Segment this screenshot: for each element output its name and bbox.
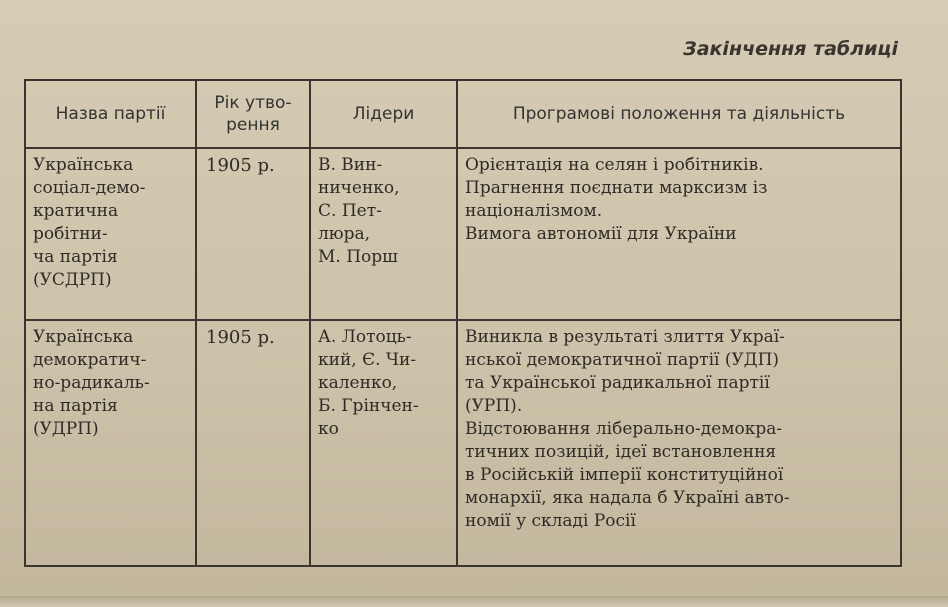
header-leaders: Лідери bbox=[310, 80, 457, 148]
leaders-cell: А. Лотоць- кий, Є. Чи- каленко, Б. Грінчен- ко bbox=[310, 320, 457, 566]
header-party-name: Назва партії bbox=[25, 80, 196, 148]
table-header-row bbox=[25, 80, 901, 148]
program-cell: Виникла в результаті злиття Украї- нської демократичної партії (УДП) та Української радикальної партії (УРП). Відстоювання ліберально-демокра- тичних позицій, ідеї встановлення в Російській імперії конституційної монархії, яка надала б Україні авто- номії у складі Росії bbox=[457, 320, 901, 566]
header-program: Програмові положення та діяльність bbox=[457, 80, 901, 148]
year-cell: 1905 р. bbox=[196, 320, 310, 566]
table-row bbox=[25, 148, 901, 320]
page-fold-shadow bbox=[0, 596, 948, 607]
leaders-cell: В. Вин- ниченко, С. Пет- люра, М. Порш bbox=[310, 148, 457, 320]
header-founding-year: Рік утво- рення bbox=[196, 80, 310, 148]
table-row bbox=[25, 320, 901, 566]
parties-table bbox=[24, 79, 902, 567]
program-cell: Орієнтація на селян і робітників. Прагнення поєднати марксизм із націоналізмом. Вимога автономії для України bbox=[457, 148, 901, 320]
table-continuation-caption: Закінчення таблиці bbox=[683, 38, 898, 60]
party-name-cell: Українська демократич- но-радикаль- на партія (УДРП) bbox=[25, 320, 196, 566]
party-name-cell: Українська соціал-демо- кратична робітни- ча партія (УСДРП) bbox=[25, 148, 196, 320]
year-cell: 1905 р. bbox=[196, 148, 310, 320]
